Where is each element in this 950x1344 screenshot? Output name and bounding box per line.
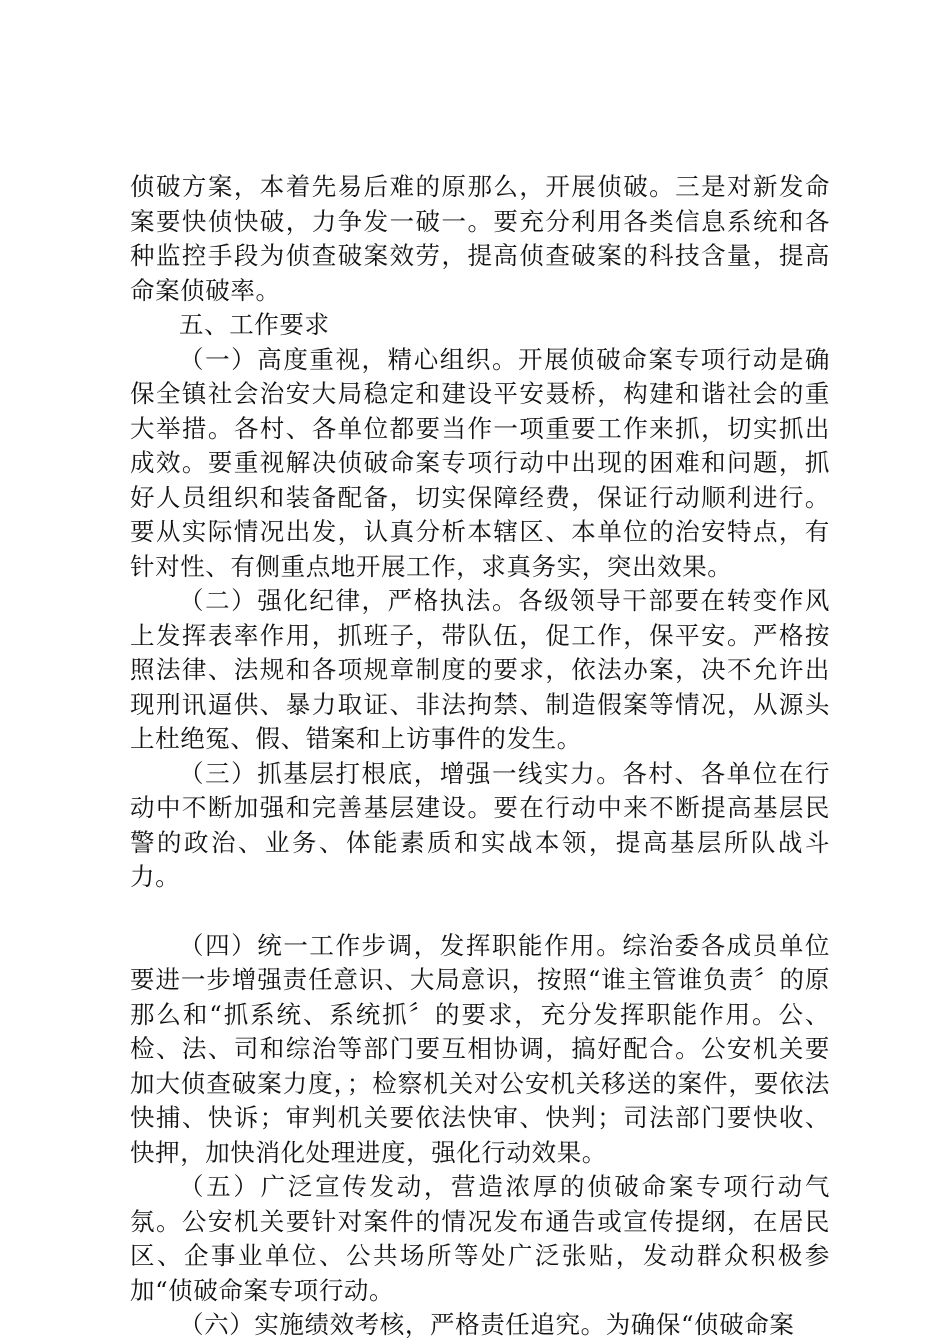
paragraph-item-6: （六）实施绩效考核，严格责任追究。为确保“侦破命案 [179,1310,795,1339]
section-heading-work-requirements: 五、工作要求 [179,310,330,339]
paragraph-item-2: （二）强化纪律，严格执法。各级领导干部要在转变作风上发挥表率作用，抓班子，带队伍，促工作，保平安。严格按照法律、法规和各项规章制度的要求，依法办案，决不允许出现刑讯逼供、暴力取证、非法拘禁、制造假案等情况，从源头上杜绝冤、假、错案和上访事件的发生。 [130,586,830,753]
paragraph-gap [130,895,830,929]
document-body [130,170,830,1343]
paragraph-continuation: 侦破方案，本着先易后难的原那么，开展侦破。三是对新发命案要快侦快破，力争发一破一。要充分利用各类信息系统和各种监控手段为侦查破案效劳，提高侦查破案的科技含量，提高命案侦破率。 [130,172,830,305]
paragraph-item-4: （四）统一工作步调，发挥职能作用。综治委各成员单位要进一步增强责任意识、大局意识，按照“谁主管谁负责〞的原那么和“抓系统、系统抓〞的要求，充分发挥职能作用。公、检、法、司和综治等部门要互相协调，搞好配合。公安机关要加大侦查破案力度，；检察机关对公安机关移送的案件，要依法快捕、快诉；审判机关要依法快审、快判；司法部门要快收、快押，加快消化处理进度，强化行动效果。 [130,930,830,1167]
paragraph-item-1: （一）高度重视，精心组织。开展侦破命案专项行动是确保全镇社会治安大局稳定和建设平安聂桥，构建和谐社会的重大举措。各村、各单位都要当作一项重要工作来抓，切实抓出成效。要重视解决侦破命案专项行动中出现的困难和问题，抓好人员组织和装备配备，切实保障经费，保证行动顺利进行。要从实际情况出发，认真分析本辖区、本单位的治安特点，有针对性、有侧重点地开展工作，求真务实，突出效果。 [130,344,830,581]
paragraph-item-3: （三）抓基层打根底，增强一线实力。各村、各单位在行动中不断加强和完善基层建设。要在行动中来不断提高基层民警的政治、业务、体能素质和实战本领，提高基层所队战斗力。 [130,758,830,891]
paragraph-item-5: （五）广泛宣传发动，营造浓厚的侦破命案专项行动气氛。公安机关要针对案件的情况发布通告或宣传提纲，在居民区、企事业单位、公共场所等处广泛张贴，发动群众积极参加“侦破命案专项行动。 [130,1172,830,1305]
